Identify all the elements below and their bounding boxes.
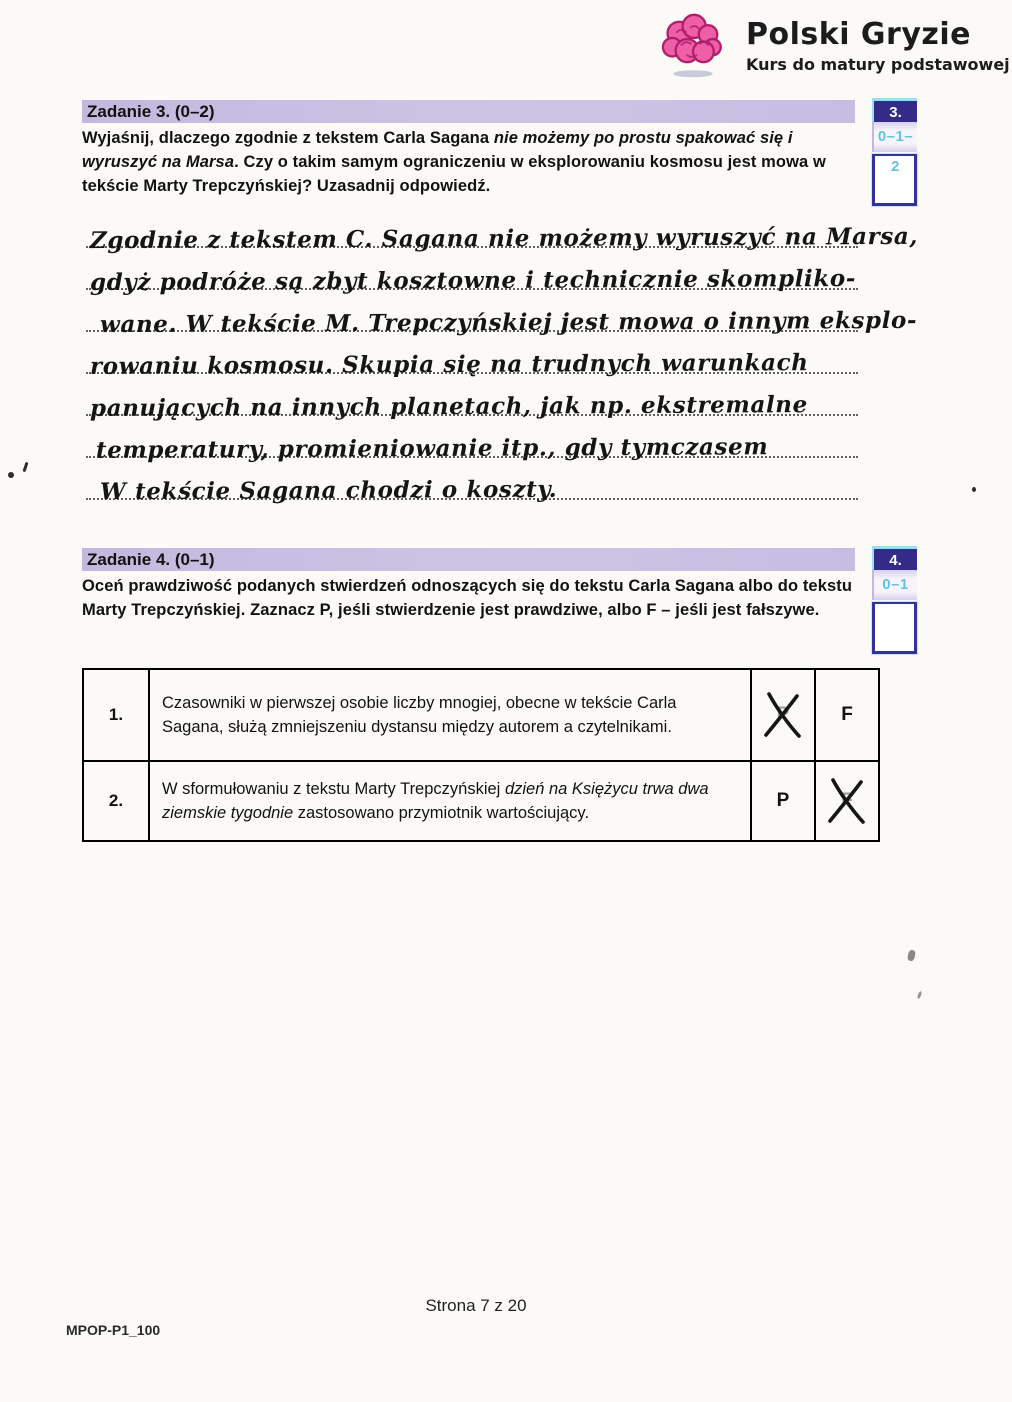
true-false-table	[82, 668, 880, 842]
handwriting-text: W tekście Sagana chodzi o koszty.	[99, 475, 558, 506]
task3-handwritten-answer	[86, 213, 919, 507]
answer-line	[86, 465, 858, 507]
p-label: P	[776, 790, 790, 811]
f-option	[824, 689, 870, 741]
task4-score-box	[872, 546, 917, 654]
handwriting-text: panujących na innych planetach, jak np. ekstremalne	[89, 391, 808, 422]
task4-score-empty-box	[872, 602, 917, 654]
p-option	[760, 689, 806, 741]
handwriting-text: gdyż podróże są zbyt kosztowne i technicznie skompliko-	[89, 264, 857, 297]
ink-smudge	[907, 949, 916, 961]
x-mark	[762, 691, 804, 739]
form-code: MPOP-P1_100	[66, 1322, 161, 1338]
page-number: Strona 7 z 20	[425, 1296, 527, 1315]
f-label: F	[841, 790, 853, 811]
task3-score-box	[872, 98, 917, 206]
logo-subtitle: Kurs do matury podstawowej	[746, 55, 1010, 74]
task3-score-scale: 0–1–2	[872, 122, 917, 152]
f-label: F	[841, 704, 853, 725]
row-number: 2.	[83, 761, 149, 841]
p-label: P	[776, 704, 790, 725]
answer-line	[86, 423, 858, 465]
statement-text: zastosowano przymiotnik wartościujący.	[293, 804, 590, 822]
table-row	[83, 761, 879, 841]
task4-prompt-text: Oceń prawdziwość podanych stwierdzeń odnoszących się do tekstu Carla Sagana albo do tekstu Marty Trepczyńskiej. Zaznacz P, jeśli stwierdzenie jest prawdziwe, albo F – jeśli jest fałszywe.	[82, 577, 853, 619]
logo-text	[746, 12, 1010, 74]
f-cell	[815, 761, 879, 841]
ink-smudge	[23, 462, 29, 472]
task4-score-number: 4.	[872, 546, 917, 570]
p-cell	[751, 761, 815, 841]
answer-line	[86, 339, 858, 381]
table-row	[83, 669, 879, 761]
brain-icon	[656, 12, 730, 80]
statement-text: Czasowniki w pierwszej osobie liczby mnogiej, obecne w tekście Carla Sagana, służą zmniejszeniu dystansu między autorem a czytelnikami.	[162, 694, 677, 736]
statement-text: W sformułowaniu z tekstu Marty Trepczyńskiej	[162, 780, 505, 798]
row-statement	[149, 761, 751, 841]
x-mark	[826, 777, 868, 825]
task3-prompt	[82, 126, 861, 198]
logo	[656, 12, 1010, 80]
handwriting-text: wane. W tekście M. Trepczyńskiej jest mowa o innym eksplo-	[99, 306, 918, 339]
answer-line	[86, 297, 918, 339]
task3-prompt-italic: nie możemy po prostu spakować się i wyruszyć na Marsa	[82, 129, 793, 171]
answer-line	[86, 381, 858, 423]
task3-prompt-part3: . Czy o takim samym ograniczeniu w eksplorowaniu kosmosu jest mowa w tekście Marty Trepczyńskiej? Uzasadnij odpowiedź.	[82, 153, 826, 195]
task3-prompt-part1: Wyjaśnij, dlaczego zgodnie z tekstem Carla Sagana	[82, 129, 494, 147]
answer-line	[86, 213, 919, 255]
task4-header: Zadanie 4. (0–1)	[82, 548, 855, 571]
statement-italic: dzień na Księżycu trwa dwa ziemskie tygodnie	[162, 780, 709, 822]
handwriting-text: temperatury, promieniowanie itp., gdy tymczasem	[95, 433, 769, 464]
handwriting-text: Zgodnie z tekstem C. Sagana nie możemy wyruszyć na Marsa,	[89, 222, 919, 255]
ink-smudge	[917, 991, 923, 1000]
f-option	[824, 775, 870, 827]
p-cell	[751, 669, 815, 761]
p-option	[760, 775, 806, 827]
task4-prompt	[82, 574, 861, 622]
task3-header: Zadanie 3. (0–2)	[82, 100, 855, 123]
row-number: 1.	[83, 669, 149, 761]
logo-title: Polski Gryzie	[746, 17, 971, 52]
row-statement	[149, 669, 751, 761]
task3-score-number: 3.	[872, 98, 917, 122]
f-cell	[815, 669, 879, 761]
answer-line	[86, 255, 858, 297]
ink-smudge	[8, 472, 14, 478]
task4-score-scale: 0–1	[872, 570, 917, 600]
ink-smudge	[972, 487, 976, 492]
handwriting-text: rowaniu kosmosu. Skupia się na trudnych warunkach	[89, 349, 809, 380]
